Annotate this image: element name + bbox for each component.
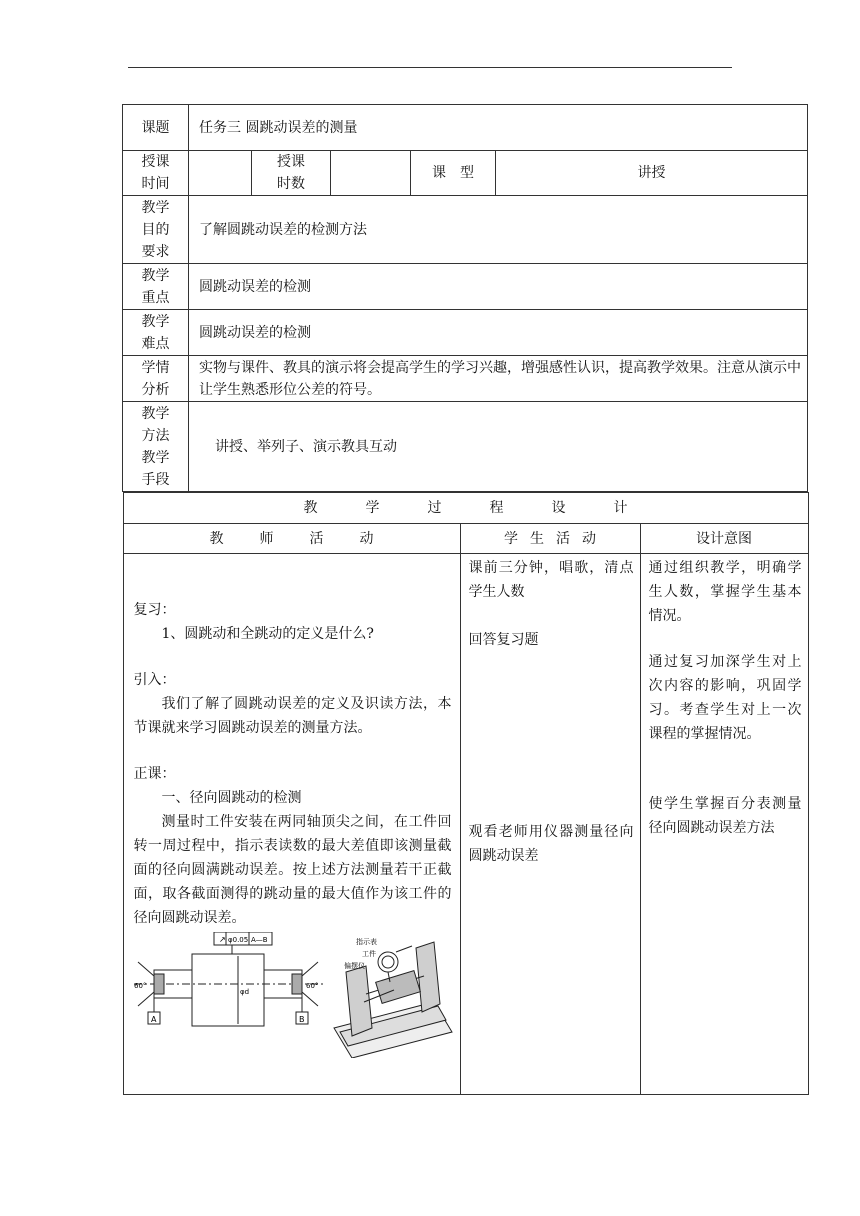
analysis-value: 实物与课件、教具的演示将会提高学生的学习兴趣，增强感性认识，提高教学效果。注意从演示中让学生熟悉形位公差的符号。 xyxy=(189,356,808,402)
shaft-drawing xyxy=(134,932,324,1026)
student-item-1: 课前三分钟，唱歌，清点学生人数 xyxy=(468,560,634,600)
tol-datum: A—B xyxy=(250,936,268,944)
analysis-label: 学情分析 xyxy=(123,356,189,402)
col-student-header: 学 生 活 动 xyxy=(460,524,640,554)
process-title: 教 学 过 程 设 计 xyxy=(123,493,808,524)
time-label: 授课时间 xyxy=(123,151,189,196)
col-intent-header: 设计意图 xyxy=(640,524,808,554)
review-label: 复习： xyxy=(133,602,176,618)
process-table xyxy=(123,492,809,1095)
type-value: 讲授 xyxy=(496,151,808,196)
student-item-2: 回答复习题 xyxy=(468,632,539,648)
col-teacher-header: 教 师 活 动 xyxy=(123,524,460,554)
runout-figure xyxy=(134,932,454,1058)
angle-right: 60° xyxy=(305,982,318,990)
goal-label: 教学目的要求 xyxy=(123,196,189,264)
label-work: 工件 xyxy=(361,950,376,958)
header-rule xyxy=(128,67,732,68)
datum-b: B xyxy=(298,1015,304,1024)
section1-title: 一、径向圆跳动的检测 xyxy=(161,790,302,806)
hours-label: 授课时数 xyxy=(252,151,331,196)
topic-label: 课题 xyxy=(123,105,189,151)
label-swing: 偏摆仪 xyxy=(343,962,365,970)
difficulty-label: 教学难点 xyxy=(123,310,189,356)
tol-value: φ0.05 xyxy=(227,936,248,944)
lesson-plan-table xyxy=(122,104,808,1095)
teacher-activity xyxy=(123,554,460,1095)
section1-text: 测量时工件安装在两同轴顶尖之间，在工件回转一周过程中，指示表读数的最大差值即该测量截面的径向圆满跳动误差。按上述方法测量若干正截面，取各截面测得的跳动量的最大值作为该工件的径向圆跳动误差。 xyxy=(133,814,452,926)
main-label: 正课： xyxy=(133,766,176,782)
key-label: 教学重点 xyxy=(123,264,189,310)
design-intent xyxy=(640,554,808,1095)
method-value: 讲授、举列子、演示教具互动 xyxy=(189,402,808,492)
intent-item-2: 通过复习加深学生对上次内容的影响，巩固学习。考查学生对上一次课程的掌握情况。 xyxy=(648,654,802,742)
swing-tester-drawing xyxy=(334,942,452,1058)
review-question: 1、圆跳动和全跳动的定义是什么? xyxy=(161,626,374,642)
type-label: 课 型 xyxy=(411,151,496,196)
label-indicator: 指示表 xyxy=(355,938,377,946)
method-label: 教学方法教学手段 xyxy=(123,402,189,492)
intro-text: 我们了解了圆跳动误差的定义及识读方法，本节课就来学习圆跳动误差的测量方法。 xyxy=(133,696,452,736)
goal-value: 了解圆跳动误差的检测方法 xyxy=(189,196,808,264)
datum-a: A xyxy=(150,1015,156,1024)
difficulty-value: 圆跳动误差的检测 xyxy=(189,310,808,356)
intent-item-3: 使学生掌握百分表测量径向圆跳动误差方法 xyxy=(648,796,802,836)
dia-label: φd xyxy=(239,988,249,996)
student-item-3: 观看老师用仪器测量径向圆跳动误差 xyxy=(468,824,634,864)
key-value: 圆跳动误差的检测 xyxy=(189,264,808,310)
time-value xyxy=(189,151,252,196)
intro-label: 引入： xyxy=(133,672,176,688)
tol-symbol: ↗ xyxy=(218,935,226,944)
intent-item-1: 通过组织教学，明确学生人数，掌握学生基本情况。 xyxy=(648,560,802,624)
angle-left: 60° xyxy=(133,982,146,990)
student-activity xyxy=(460,554,640,1095)
hours-value xyxy=(331,151,411,196)
topic-value: 任务三 圆跳动误差的测量 xyxy=(189,105,808,151)
